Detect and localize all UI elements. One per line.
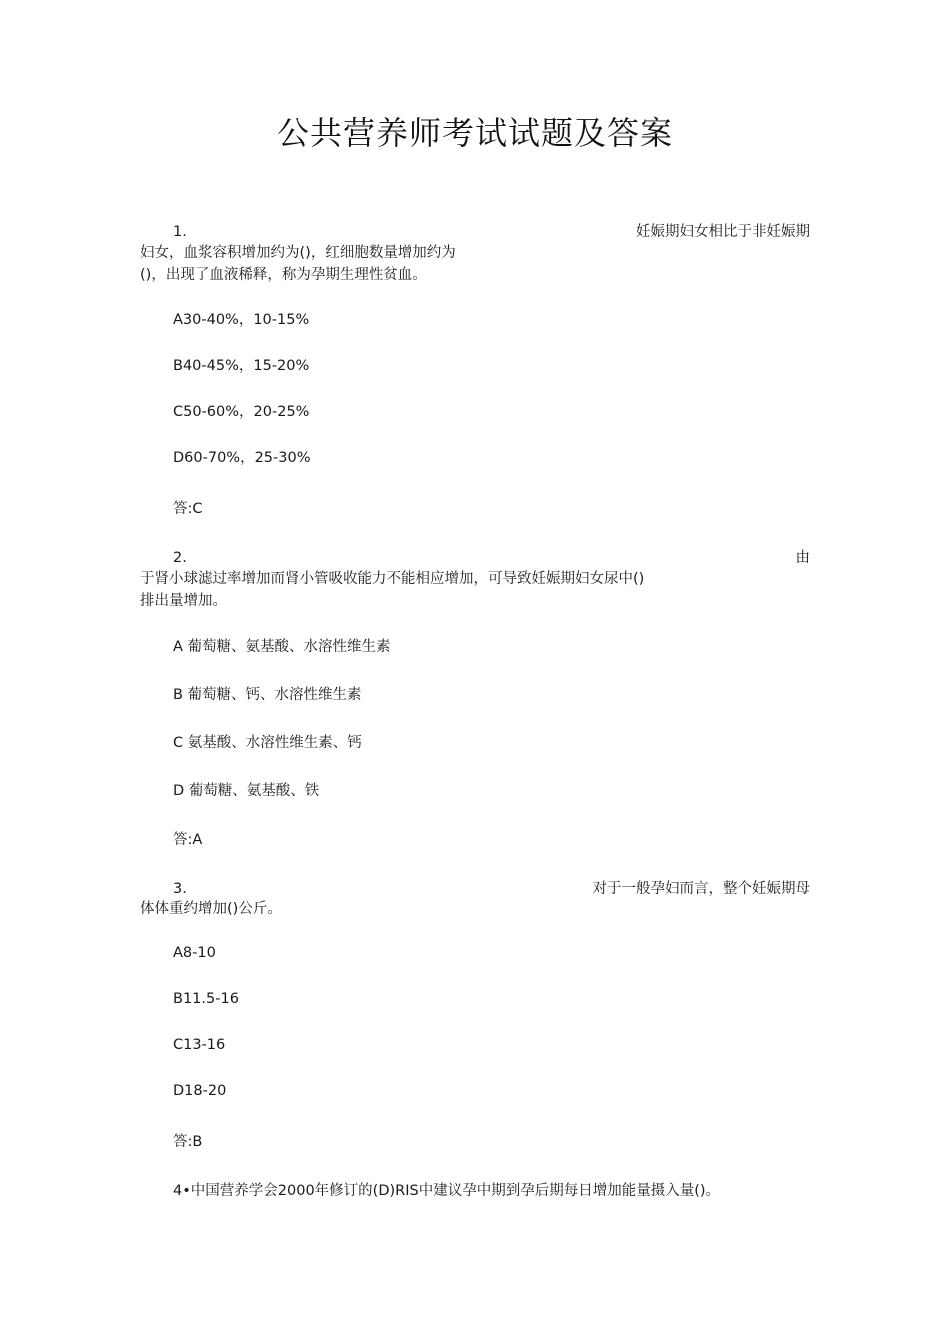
question-2-line-2: 排出量增加。 <box>140 593 227 609</box>
question-1-option-c: C50-60%，20-25% <box>173 404 310 420</box>
question-2-line-1: 于肾小球滤过率增加而肾小管吸收能力不能相应增加，可导致妊娠期妇女尿中() <box>140 571 645 587</box>
question-1-line-2: ()，出现了血液稀释，称为孕期生理性贫血。 <box>140 267 427 283</box>
question-4 <box>173 1181 720 1201</box>
question-2-option-a: A 葡萄糖、氨基酸、水溶性维生素 <box>173 639 391 655</box>
question-2-option-b: B 葡萄糖、钙、水溶性维生素 <box>173 687 362 703</box>
question-1-answer: 答:C <box>173 501 203 517</box>
question-3-number: 3. <box>173 881 187 897</box>
question-4-first-line: 中国营养学会2000年修订的(D)RIS中建议孕中期到孕后期每日增加能量摄入量()。 <box>190 1183 721 1199</box>
question-1-first-line: 妊娠期妇女相比于非妊娠期 <box>636 224 810 240</box>
question-3-option-b: B11.5-16 <box>173 991 239 1007</box>
question-3-line-1: 体体重约增加()公斤。 <box>140 901 282 917</box>
question-2-answer: 答:A <box>173 832 203 848</box>
question-3-option-c: C13-16 <box>173 1037 226 1053</box>
question-3-option-a: A8-10 <box>173 945 216 961</box>
question-1-option-a: A30-40%，10-15% <box>173 312 310 328</box>
question-1-line-1: 妇女，血浆容积增加约为()，红细胞数量增加约为 <box>140 245 456 261</box>
question-4-number: 4• <box>173 1183 191 1199</box>
question-1-option-b: B40-45%，15-20% <box>173 358 310 374</box>
question-3-answer: 答:B <box>173 1134 203 1150</box>
question-2-number: 2. <box>173 550 187 566</box>
question-1-number: 1. <box>173 224 187 240</box>
page-title: 公共营养师考试试题及答案 <box>276 114 673 152</box>
question-2-option-d: D 葡萄糖、氨基酸、铁 <box>173 783 320 799</box>
question-3-option-d: D18-20 <box>173 1083 227 1099</box>
question-2-first-line: 由 <box>795 550 810 566</box>
question-3-first-line: 对于一般孕妇而言，整个妊娠期母 <box>592 881 810 897</box>
question-1-option-d: D60-70%，25-30% <box>173 450 311 466</box>
question-2-option-c: C 氨基酸、水溶性维生素、钙 <box>173 735 362 751</box>
